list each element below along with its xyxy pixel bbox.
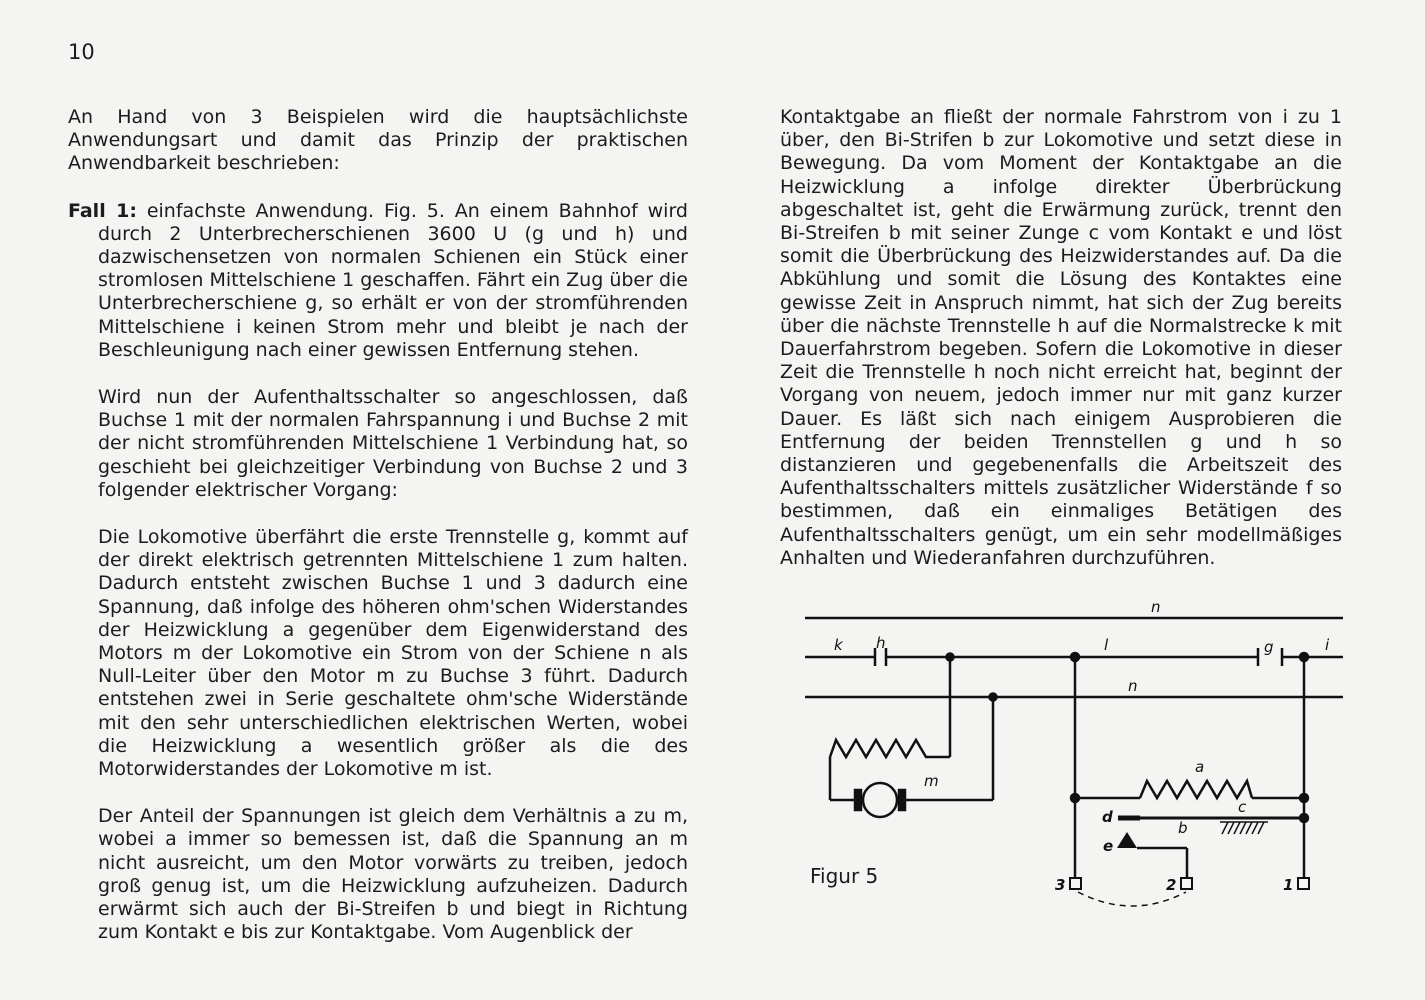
label-a: a xyxy=(1195,758,1205,776)
label-h: h xyxy=(876,634,886,652)
label-m: m xyxy=(924,772,939,790)
label-n-top: n xyxy=(1151,598,1161,616)
label-b: b xyxy=(1178,819,1188,837)
bridge-2-3 xyxy=(1078,892,1186,906)
motor-m xyxy=(863,783,897,817)
intro-paragraph: An Hand von 3 Beispielen wird die hauptsächlichste Anwendungsart und damit das Prinzip der praktischen Anwendbarkeit beschrieben: xyxy=(68,106,688,175)
label-socket-2: 2 xyxy=(1166,876,1177,894)
label-g: g xyxy=(1264,638,1274,656)
case-text: einfachste Anwendung. Fig. 5. An einem Bahnhof wird durch 2 Unterbrecherschienen 3600 U (g und h) und dazwischensetzen von normalen Schienen ein Stück einer stromlosen Mittelschiene 1 geschaffen. Fährt ein Zug über die Unterbrecherschiene g, so erhält er von der stromführenden Mittelschiene i keinen Strom mehr und bleibt je nach der Beschleunigung nach einer gewissen Entfernung stehen. xyxy=(98,199,688,361)
figure-caption: Figur 5 xyxy=(810,864,879,888)
loco-resistor xyxy=(830,740,936,757)
label-n-mid: n xyxy=(1128,677,1138,695)
label-socket-3: 3 xyxy=(1055,876,1066,894)
label-c: c xyxy=(1238,798,1247,816)
paragraph-3: Die Lokomotive überfährt die erste Trennstelle g, kommt auf der direkt elektrisch getrennten Mittelschiene 1 zum halten. Dadurch entsteht zwischen Buchse 1 und 3 dadurch eine Spannung, daß infolge des höheren ohm'schen Widerstandes der Heizwicklung a gegenüber dem Eigenwiderstand des Motors m der Lokomotive ein Strom von der Schiene n als Null-Leiter über den Motor m zu Buchse 3 führt. Dadurch entstehen zwei in Serie geschaltete ohm'sche Widerstände mit den sehr unterschiedlichen elektrischen Werten, wobei die Heizwicklung a wesentlich größer als die des Motorwiderstandes der Lokomotive m ist. xyxy=(98,526,688,781)
socket-1 xyxy=(1298,878,1309,889)
label-l: l xyxy=(1104,636,1109,654)
socket-2 xyxy=(1181,878,1192,889)
page-number: 10 xyxy=(68,40,95,64)
mount-hatch xyxy=(1220,822,1268,834)
right-paragraph: Kontaktgabe an fließt der normale Fahrstrom von i zu 1 über, den Bi-Strifen b zur Lokomotive und setzt diese in Bewegung. Da vom Moment der Kontaktgabe an die Heizwicklung a infolge direkter Überbrückung abgeschaltet ist, geht die Erwärmung zurück, trennt den Bi-Streifen b mit seiner Zunge c vom Kontakt e und löst somit die Überbrückung des Heizwiderstandes auf. Da die Abkühlung und somit die Lösung des Kontaktes eine gewisse Zeit in Anspruch nimmt, hat sich der Zug bereits über die nächste Trennstelle h auf die Normalstrecke k mit Dauerfahrstrom begeben. Sofern die Lokomotive in dieser Zeit die Trennstelle h noch nicht erreicht hat, beginnt der Vorgang von neuem, jedoch immer nur mit ganz kurzer Dauer. Es läßt sich nach einigem Ausprobieren die Entfernung der beiden Trennstellen g und h so distanzieren und gegebenenfalls die Arbeitszeit des Aufenthaltsschalters mittels zusätzlicher Widerstände f so bestimmen, daß ein einmaliges Betätigen des Aufenthaltsschalters genügt, um ein sehr modellmäßiges Anhalten und Wiederanfahren durchzuführen. xyxy=(780,106,1342,569)
contact-e xyxy=(1117,832,1137,848)
label-i: i xyxy=(1325,636,1330,654)
socket-3 xyxy=(1070,878,1081,889)
label-e: e xyxy=(1103,837,1114,855)
label-socket-1: 1 xyxy=(1283,876,1294,894)
case-label: Fall 1: xyxy=(68,199,137,222)
label-d: d xyxy=(1102,808,1113,826)
label-k: k xyxy=(834,636,843,654)
heater-a xyxy=(1140,781,1252,798)
paragraph-4: Der Anteil der Spannungen ist gleich dem Verhältnis a zu m, wobei a immer so bemessen ist, daß die Spannung an m nicht ausreicht, um den Motor vorwärts zu treiben, jedoch groß genug ist, um die Heizwicklung aufzuheizen. Dadurch erwärmt sich auch der Bi-Streifen b und biegt in Richtung zum Kontakt e bis zur Kontaktgabe. Vom Augenblick der xyxy=(98,805,688,944)
paragraph-2: Wird nun der Aufenthaltsschalter so angeschlossen, daß Buchse 1 mit der normalen Fahrspannung i und Buchse 2 mit der nicht stromführenden Mittelschiene 1 Verbindung hat, so geschieht bei gleichzeitiger Verbindung von Buchse 2 und 3 folgender elektrischer Vorgang: xyxy=(98,386,688,501)
